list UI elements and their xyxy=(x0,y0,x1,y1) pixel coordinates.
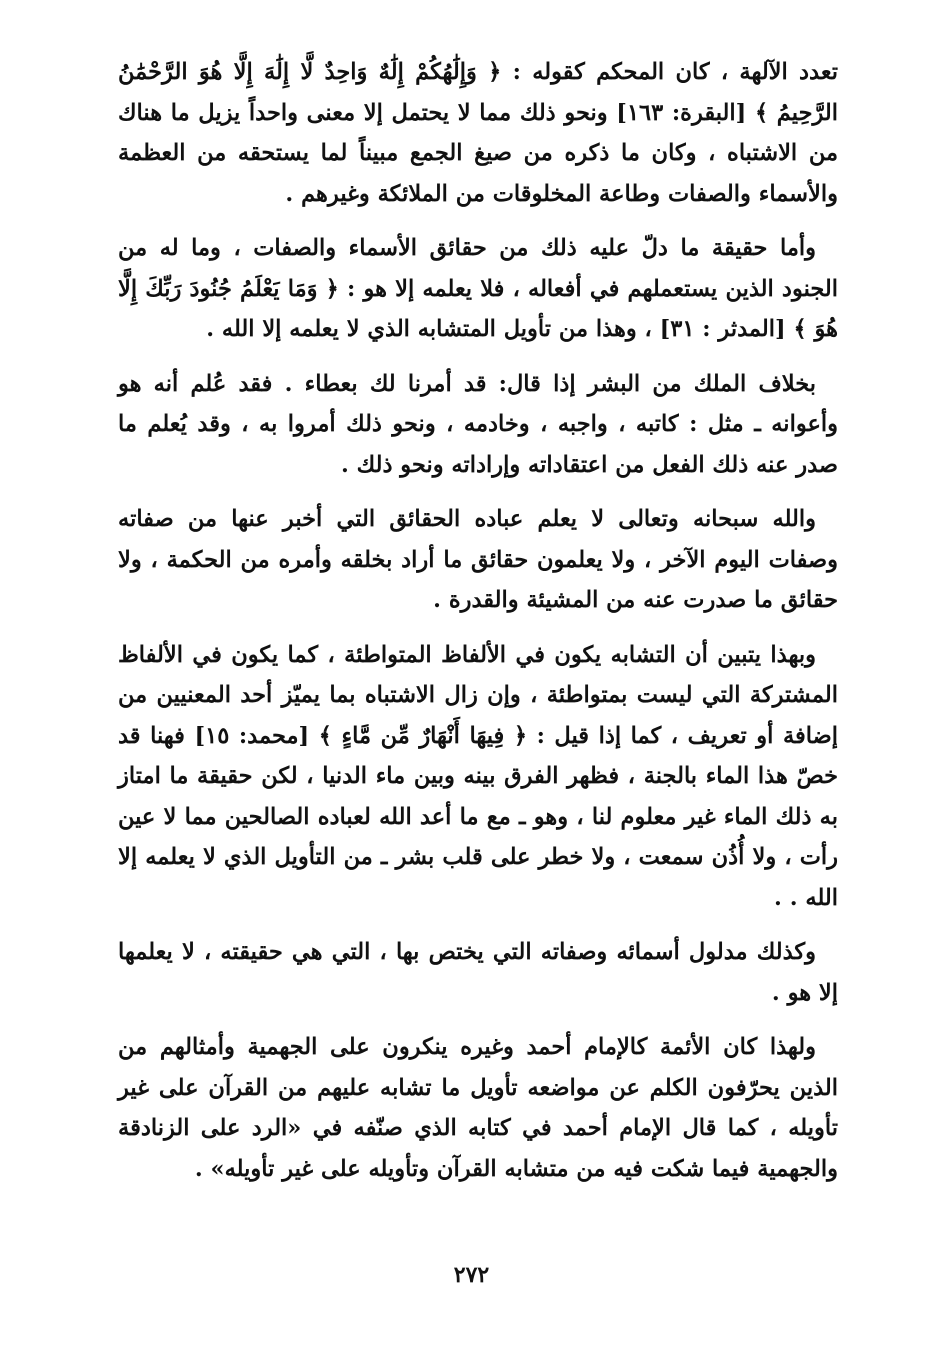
paragraph-6: وكذلك مدلول أسمائه وصفاته التي يختص بها ، التي هي حقيقته ، لا يعلمها إلا هو . xyxy=(118,939,838,1006)
body-text xyxy=(118,52,838,1203)
paragraph-3: بخلاف الملك من البشر إذا قال: قد أمرنا لك بعطاء . فقد عُلم أنه هو وأعوانه ـ مثل : كاتبه ، واجبه ، وخادمه ، ونحو ذلك أمروا به ، وقد يُعلم ما صدر عنه ذلك الفعل من اعتقاداته وإراداته ونحو ذلك . xyxy=(118,370,838,478)
paragraph-7: ولهذا كان الأئمة كالإمام أحمد وغيره ينكرون على الجهمية وأمثالهم من الذين يحرّفون الكلم عن مواضعه تأويل ما تشابه عليهم من القرآن على غير تأويله ، كما قال الإمام أحمد في كتابه الذي صنّفه في «الرد على الزنادقة والجهمية فيما شكت فيه من متشابه القرآن وتأويله على غير تأويله» . xyxy=(118,1034,838,1182)
paragraph-1: تعدد الآلهة ، كان المحكم كقوله : ﴿ وَإِلَٰهُكُمْ إِلَٰهٌ وَاحِدٌ لَّا إِلَٰهَ إِلَّا هُوَ الرَّحْمَٰنُ الرَّحِيمُ ﴾ [البقرة: ١٦٣] ونحو ذلك مما لا يحتمل إلا معنى واحداً يزيل ما هناك من الاشتباه ، وكان ما ذكره من صيغ الجمع مبيناً لما يستحقه من العظمة والأسماء والصفات وطاعة المخلوقات من الملائكة وغيرهم . xyxy=(118,59,839,207)
paragraph-5: وبهذا يتبين أن التشابه يكون في الألفاظ المتواطئة ، كما يكون في الألفاظ المشتركة التي ليست بمتواطئة ، وإن زال الاشتباه بما يميّز أحد المعنيين من إضافة أو تعريف ، كما إذا قيل : ﴿ فِيهَا أَنْهَارٌ مِّن مَّاءٍ ﴾ [محمد: ١٥] فهنا قد خصّ هذا الماء بالجنة ، فظهر الفرق بينه وبين ماء الدنيا ، لكن حقيقة ما امتاز به ذلك الماء غير معلوم لنا ، وهو ـ مع ما أعد الله لعباده الصالحين مما لا عين رأت ، ولا أُذُن سمعت ، ولا خطر على قلب بشر ـ من التأويل الذي لا يعلمه إلا الله . . xyxy=(118,641,838,911)
paragraph-4: والله سبحانه وتعالى لا يعلم عباده الحقائق التي أخبر عنها من صفاته وصفات اليوم الآخر ، ولا يعلمون حقائق ما أراد بخلقه وأمره من الحكمة ، ولا حقائق ما صدرت عنه من المشيئة والقدرة . xyxy=(118,506,838,613)
paragraph-2: وأما حقيقة ما دلّ عليه ذلك من حقائق الأسماء والصفات ، وما له من الجنود الذين يستعملهم في أفعاله ، فلا يعلمه إلا هو : ﴿ وَمَا يَعْلَمُ جُنُودَ رَبِّكَ إِلَّا هُوَ ﴾ [المدثر : ٣١] ، وهذا من تأويل المتشابه الذي لا يعلمه إلا الله . xyxy=(118,235,838,342)
page-number: ٢٧٢ xyxy=(453,1262,490,1288)
